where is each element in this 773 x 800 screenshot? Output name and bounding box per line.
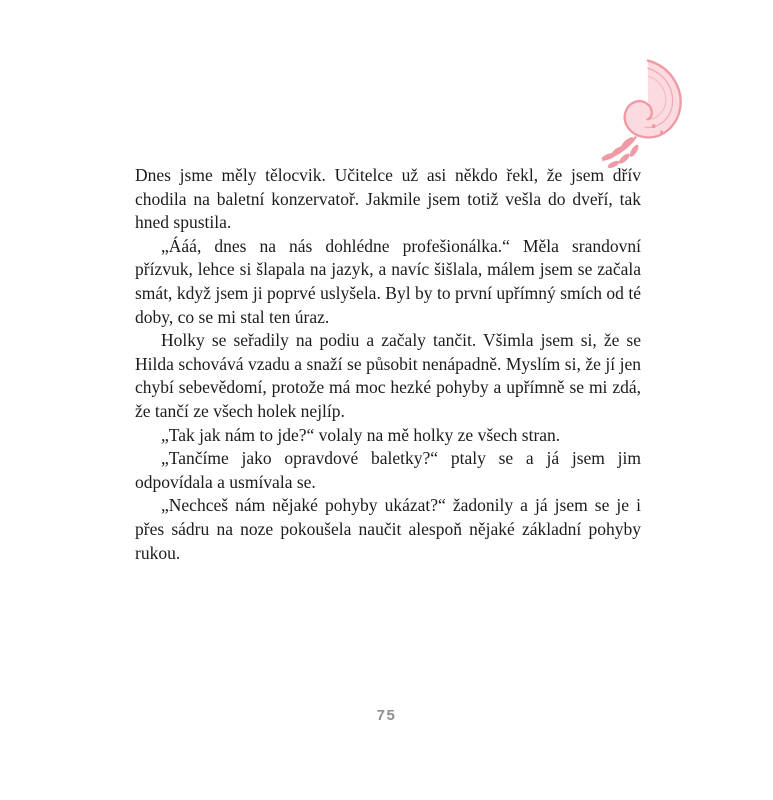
page-number: 75 — [376, 707, 397, 724]
paragraph: „Ááá, dnes na nás dohlédne profešionálka.“ Měla srandovní přízvuk, lehce si šlapala na jazyk, a navíc šišlala, málem jsem se začala smát, když jsem ji poprvé uslyšela. Byl by to první upřímný smích od té doby, co se mi stal ten úraz. — [135, 235, 641, 327]
paragraph: Dnes jsme měly tělocvik. Učitelce už asi někdo řekl, že jsem dřív chodila na baletní konzervatoř. Jakmile jsem totiž vešla do dveří, tak hned spustila. — [135, 165, 641, 233]
paragraph: „Nechceš nám nějaké pohyby ukázat?“ žadonily a já jsem se je i přes sádru na noze pokoušela naučit alespoň nějaké základní pohyby rukou. — [135, 495, 641, 563]
paragraph: „Tak jak nám to jde?“ volaly na mě holky ze všech stran. — [161, 424, 561, 445]
paragraph: „Tančíme jako opravdové baletky?“ ptaly se a já jsem jim odpovídala a usmívala se. — [135, 448, 641, 492]
paragraph: Holky se seřadily na podiu a začaly tančit. Všimla jsem si, že se Hilda schovává vzadu a snaží se působit nenápadně. Myslím si, že jí jen chybí sebevědomí, protože má moc hezké pohyby a upřímně se mi zdá, že tančí ze všech holek nejlíp. — [135, 330, 641, 421]
page-text — [135, 164, 641, 565]
paisley-floral-ornament-icon — [592, 56, 690, 170]
